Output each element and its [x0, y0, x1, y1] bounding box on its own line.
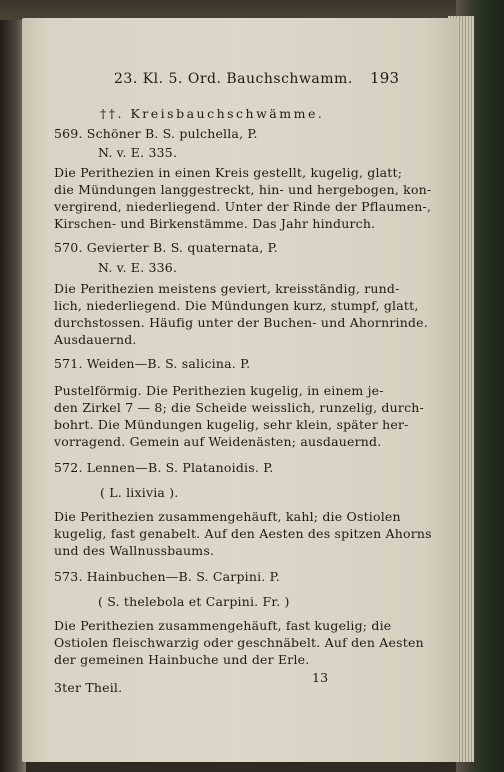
- text-line: und des Wallnussbaums.: [54, 543, 215, 558]
- entry-heading: 569. Schöner B. S. pulchella, P.: [54, 126, 258, 141]
- text-line: vorragend. Gemein auf Weidenästen; ausdauernd.: [54, 434, 382, 449]
- text-line: lich, niederliegend. Die Mündungen kurz, stumpf, glatt,: [54, 298, 419, 313]
- text-line: kugelig, fast genabelt. Auf den Aesten des spitzen Ahorns: [54, 526, 432, 541]
- text-line: Ausdauernd.: [54, 332, 137, 347]
- text-line: Pustelförmig. Die Perithezien kugelig, in einem je-: [54, 383, 384, 398]
- text-line: Die Perithezien zusammengehäuft, kahl; die Ostiolen: [54, 509, 401, 524]
- reference-line: N. v. E. 335.: [98, 145, 178, 160]
- sheet-number: 13: [312, 670, 329, 685]
- page-number: 193: [370, 69, 400, 87]
- signature-mark: 3ter Theil.: [54, 680, 123, 695]
- reference-line: N. v. E. 336.: [98, 260, 178, 275]
- entry-heading: 571. Weiden—B. S. salicina. P.: [54, 356, 251, 371]
- text-line: Die Perithezien in einen Kreis gestellt, kugelig, glatt;: [54, 165, 403, 180]
- synonym-line: ( L. lixivia ).: [100, 485, 179, 500]
- entry-heading: 573. Hainbuchen—B. S. Carpini. P.: [54, 569, 280, 584]
- text-line: durchstossen. Häufig unter der Buchen- und Ahornrinde.: [54, 315, 428, 330]
- text-line: die Mündungen langgestreckt, hin- und hergebogen, kon-: [54, 182, 432, 197]
- book-cover-top: [0, 0, 504, 20]
- text-line: Kirschen- und Birkenstämme. Das Jahr hindurch.: [54, 216, 376, 231]
- text-line: Die Perithezien meistens geviert, kreisständig, rund-: [54, 281, 400, 296]
- synonym-line: ( S. thelebola et Carpini. Fr. ): [98, 594, 290, 609]
- text-line: Ostiolen fleischwarzig oder geschnäbelt. Auf den Aesten: [54, 635, 424, 650]
- text-line: den Zirkel 7 — 8; die Scheide weisslich, runzelig, durch-: [54, 400, 424, 415]
- entry-heading: 570. Gevierter B. S. quaternata, P.: [54, 240, 278, 255]
- running-title: 23. Kl. 5. Ord. Bauchschwamm.: [114, 71, 353, 87]
- text-line: der gemeinen Hainbuche und der Erle.: [54, 652, 310, 667]
- text-line: bohrt. Die Mündungen kugelig, sehr klein, später her-: [54, 417, 409, 432]
- book-page: [22, 18, 458, 762]
- entry-heading: 572. Lennen—B. S. Platanoidis. P.: [54, 460, 274, 475]
- section-title: ††. Kreisbauchschwämme.: [100, 106, 325, 121]
- text-line: vergirend, niederliegend. Unter der Rinde der Pflaumen-,: [54, 199, 432, 214]
- text-line: Die Perithezien zusammengehäuft, fast kugelig; die: [54, 618, 392, 633]
